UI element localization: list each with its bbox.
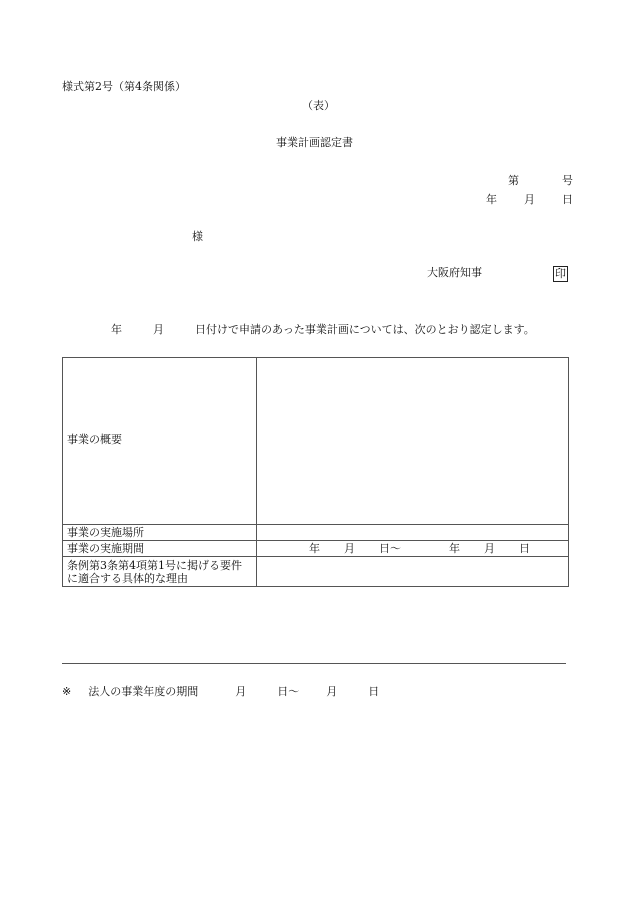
- table-row: [63, 557, 569, 587]
- issue-date-year: 年: [486, 193, 497, 206]
- business-period-value: [257, 541, 569, 557]
- table-row: [63, 358, 569, 525]
- seal-mark: 印: [555, 267, 566, 280]
- requirement-reason-value: [257, 557, 569, 587]
- statement-year: 年: [111, 323, 122, 336]
- requirement-reason-line2: に適合する具体的な理由: [67, 571, 188, 585]
- approval-statement: [111, 324, 535, 335]
- requirement-reason-line1: 条例第3条第4項第1号に掲げる要件: [67, 558, 242, 572]
- requirement-reason-label: [63, 557, 257, 587]
- period-end-month: 月: [484, 542, 495, 555]
- side-label: （表）: [302, 99, 335, 112]
- plan-table: [62, 357, 569, 587]
- table-row: [63, 541, 569, 557]
- statement-text: 日付けで申請のあった事業計画については、次のとおり認定します。: [195, 323, 535, 336]
- footnote-label: 法人の事業年度の期間: [88, 685, 199, 698]
- issuer-name: 大阪府知事: [427, 266, 482, 279]
- issue-date-day: 日: [562, 193, 573, 206]
- period-start-month: 月: [344, 542, 355, 555]
- footnote-end-month: 月: [326, 685, 338, 698]
- issue-date-month: 月: [524, 193, 535, 206]
- form-number: 様式第2号（第4条関係）: [62, 80, 186, 93]
- business-summary-label: 事業の概要: [63, 358, 257, 525]
- business-location-label: 事業の実施場所: [63, 525, 257, 541]
- period-start-year: 年: [309, 542, 320, 555]
- statement-month: 月: [153, 323, 164, 336]
- document-number-prefix: 第: [508, 174, 519, 187]
- issue-date: [486, 194, 573, 205]
- divider-line: [62, 663, 566, 664]
- fiscal-year-footnote: [62, 686, 379, 697]
- document-number: [508, 175, 573, 186]
- table-row: [63, 525, 569, 541]
- issuer-line: [427, 267, 482, 278]
- footnote-start-day: 日～: [277, 685, 300, 698]
- footnote-mark: ※: [62, 685, 72, 698]
- document-title: 事業計画認定書: [276, 136, 353, 149]
- period-end-day: 日: [519, 542, 530, 555]
- business-period-label: 事業の実施期間: [63, 541, 257, 557]
- footnote-end-day: 日: [368, 685, 380, 698]
- business-summary-value: [257, 358, 569, 525]
- business-location-value: [257, 525, 569, 541]
- period-end-year: 年: [449, 542, 460, 555]
- document-number-suffix: 号: [562, 174, 573, 187]
- addressee-honorific: 様: [192, 230, 203, 243]
- period-start-day: 日～: [379, 542, 401, 555]
- footnote-start-month: 月: [235, 685, 247, 698]
